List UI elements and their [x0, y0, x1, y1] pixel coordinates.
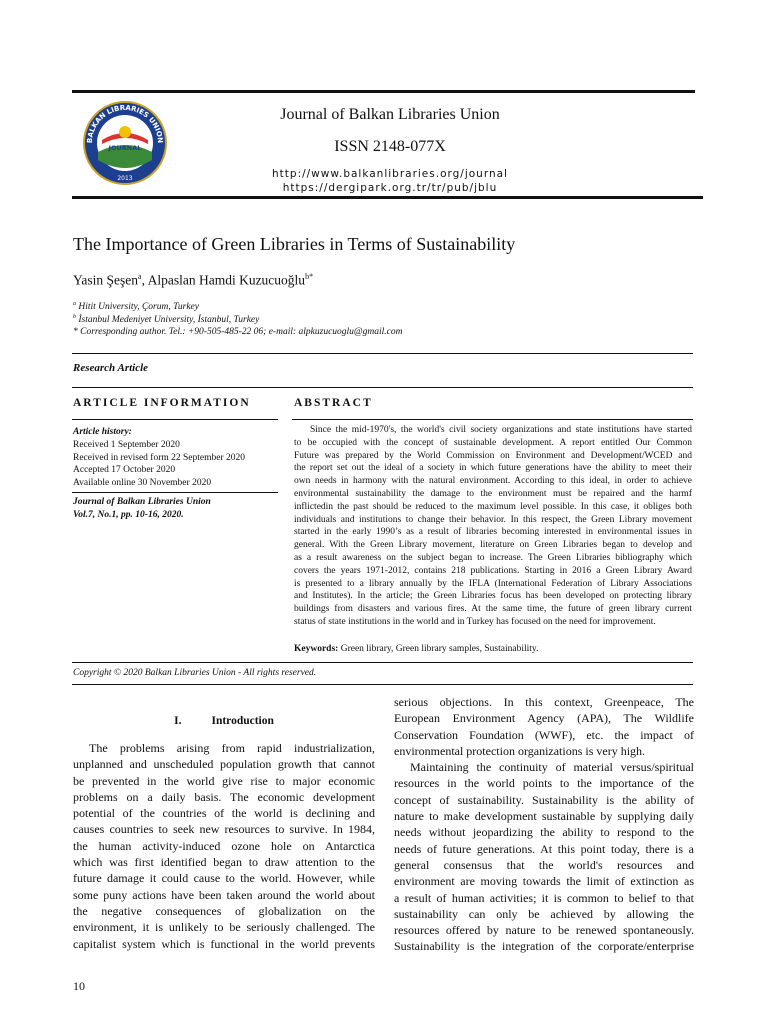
- text-line: is presented to a library annually by the IFLA (International Federation of Library Associations: [294, 578, 692, 589]
- text-line: buildings from disasters and various fires. At the same time, the future of green library current: [294, 604, 692, 615]
- text-line: the negative consequences of globalization on the: [73, 903, 375, 918]
- affiliation-b: $^b$ İstanbul Medeniyet University, İstanbul, Turkey: [73, 314, 260, 326]
- author-2: , Alpaslan Hamdi Kuzucuoğlu: [141, 272, 306, 288]
- online-date: Available online 30 November 2020: [73, 478, 212, 489]
- text-line: The problems arising from rapid industrialization,: [89, 741, 375, 755]
- author-1-affil: a: [138, 272, 142, 281]
- text-line: European Environment Agency (APA), The Wildlife: [394, 711, 694, 726]
- rule-before-type: [72, 353, 693, 354]
- text-line: some puny actions have been taken around the world about: [73, 887, 375, 902]
- author-2-affil: b*: [305, 272, 314, 281]
- logo-year: 2013: [117, 175, 133, 182]
- text-line: Sustainability is the integration of the corporate/enterprise: [394, 939, 694, 954]
- abstract-heading-rule: [292, 419, 693, 420]
- text-line: concept of sustainability. Sustainability is the ability of: [394, 792, 694, 807]
- copyright: Copyright © 2020 Balkan Libraries Union - All rights reserved.: [73, 668, 317, 678]
- journal-url[interactable]: http://www.balkanlibraries.org/journal: [272, 168, 508, 180]
- logo-journal-text: JOURNAL: [108, 144, 142, 152]
- header-top-rule: [72, 90, 695, 93]
- rule-before-copyright: [72, 662, 693, 663]
- info-heading-rule: [72, 419, 278, 420]
- text-line: the human activity-induced ozone hole on Antarctica: [73, 838, 375, 853]
- revised-date: Received in revised form 22 September 2020: [73, 452, 246, 463]
- citation-journal: Journal of Balkan Libraries Union: [73, 497, 211, 507]
- text-line: the report set out the ideal of a society in which future generations have the ability to meet their: [294, 463, 692, 474]
- article-history: [73, 426, 279, 490]
- text-line: to be occupied with the concept of sustainable development. A report entitled Our Common: [294, 437, 692, 448]
- text-line: Maintaining the continuity of material versus/spiritual: [410, 760, 694, 775]
- affiliation-a: $^a$ Hitit University, Çorum, Turkey: [73, 301, 199, 313]
- history-label: Article history:: [73, 427, 132, 437]
- text-line: environment are moving towards the limit of extinction as: [394, 874, 694, 889]
- author-list: [73, 272, 693, 289]
- text-line: unplanned and unscheduled population growth that cannot: [73, 757, 375, 772]
- text-line: environmental sustainability the damage to the environment must be repaired and the harmf: [294, 488, 692, 499]
- text-line: causes countries to seek new resources to survive. In 1984,: [73, 822, 375, 837]
- text-line: and Institutes). In the article; the Green Libraries focus has been developed on protecting library: [294, 591, 692, 602]
- text-line: own needs in harmony with the natural environment. According to this ideal, in order to achieve: [294, 476, 692, 487]
- text-line: resources offered by nature to be renewed spontaneously.: [394, 923, 694, 938]
- corresponding-author: * Corresponding author. Tel.: +90-505-485-22 06; e-mail: alpkuzucuoglu@gmail.com: [73, 327, 403, 337]
- info-divider: [72, 492, 278, 493]
- text-line: future damage it could cause to the world. However, while: [73, 871, 375, 886]
- rule-after-copyright: [72, 684, 693, 685]
- abstract-body: [294, 424, 692, 629]
- article-info-heading: ARTICLE INFORMATION: [73, 397, 251, 409]
- text-line: as a result awareness on the subject began to increase. The Green Libraries bibliography which: [294, 552, 692, 563]
- journal-logo: [82, 100, 168, 186]
- text-line: problems on a daily basis. The economic development: [73, 789, 375, 804]
- keywords-list: Green library, Green library samples, Sustainability.: [338, 644, 539, 654]
- section-title: Introduction: [211, 715, 274, 727]
- text-line: needs of future generations. At this point today, there is a: [394, 841, 694, 856]
- article-title: The Importance of Green Libraries in Terms of Sustainability: [73, 234, 516, 254]
- text-line: sustainability can only be achieved by allowing the: [394, 906, 694, 921]
- keywords-label: Keywords:: [294, 644, 339, 654]
- text-line: started in the early 1990’s as a result of libraries becoming interested in environmental issues in: [294, 527, 692, 538]
- text-line: status of state institutions in the world and in Turkey has focused on the need for improvement.: [294, 616, 656, 627]
- article-type: Research Article: [73, 362, 149, 374]
- issn: ISSN 2148-077X: [334, 138, 446, 155]
- journal-name: Journal of Balkan Libraries Union: [280, 106, 500, 123]
- author-1: Yasin Şeşen: [73, 272, 139, 288]
- page-number: 10: [73, 979, 85, 993]
- section-number: I.: [174, 715, 182, 727]
- text-line: Future was prepared by the World Commission on Environment and Development/WCED and: [294, 450, 692, 461]
- text-line: general. With the Green Library movement, literature on Green Libraries began to develop and: [294, 540, 692, 551]
- text-line: Since the mid-1970's, the world's civil society organizations and state institutions have started: [310, 425, 692, 435]
- keywords: [294, 644, 538, 654]
- text-line: covers the years 1971-2012, contains 218 publications. Starting in 2016 a Green Library Award: [294, 565, 692, 576]
- intro-right-column: [394, 694, 694, 955]
- text-line: general consensus that the world's resources and: [394, 857, 694, 872]
- text-line: environment, it is unlikely to be seriously challenged. The: [73, 920, 375, 935]
- dergipark-url[interactable]: https://dergipark.org.tr/tr/pub/jblu: [282, 182, 498, 194]
- text-line: be prevented in the world give rise to major economic: [73, 773, 375, 788]
- text-line: individuals and institutions to change their behavior. In this respect, the Green Library movement: [294, 514, 692, 525]
- accepted-date: Accepted 17 October 2020: [73, 465, 176, 476]
- section-heading: [73, 715, 375, 727]
- text-line: which was first identified began to draw attention to the: [73, 855, 375, 870]
- text-line: needs without jeopardizing the ability to respond to the: [394, 825, 694, 840]
- text-line: potential of the countries of the world is declining and: [73, 806, 375, 821]
- text-line: nature to make development sustainable by supplying daily: [394, 809, 694, 824]
- text-line: a result of human activities; it is common to belief to that: [394, 890, 694, 905]
- rule-after-type: [72, 387, 693, 388]
- text-line: environmental protection organizations is very high.: [394, 743, 646, 758]
- citation-info: [73, 496, 279, 522]
- header-bottom-rule: [72, 196, 703, 199]
- abstract-heading: ABSTRACT: [294, 397, 373, 409]
- received-date: Received 1 September 2020: [73, 439, 180, 450]
- intro-left-column: [73, 740, 375, 952]
- text-line: inflictedin the past should be reduced to the maximum level possible. In this case, it obliges both: [294, 501, 692, 512]
- logo-ring-text: BALKAN LIBRARIES UNION: [85, 103, 165, 144]
- citation-volume: Vol.7, No.1, pp. 10-16, 2020.: [73, 509, 184, 520]
- text-line: capitalist system which is functional in the world prevents: [73, 936, 375, 951]
- text-line: serious objections. In this context, Greenpeace, The: [394, 695, 694, 709]
- text-line: resources in the world points to the importance of the: [394, 776, 694, 791]
- text-line: Conservation Foundation (WWF), etc. the impact of: [394, 727, 694, 742]
